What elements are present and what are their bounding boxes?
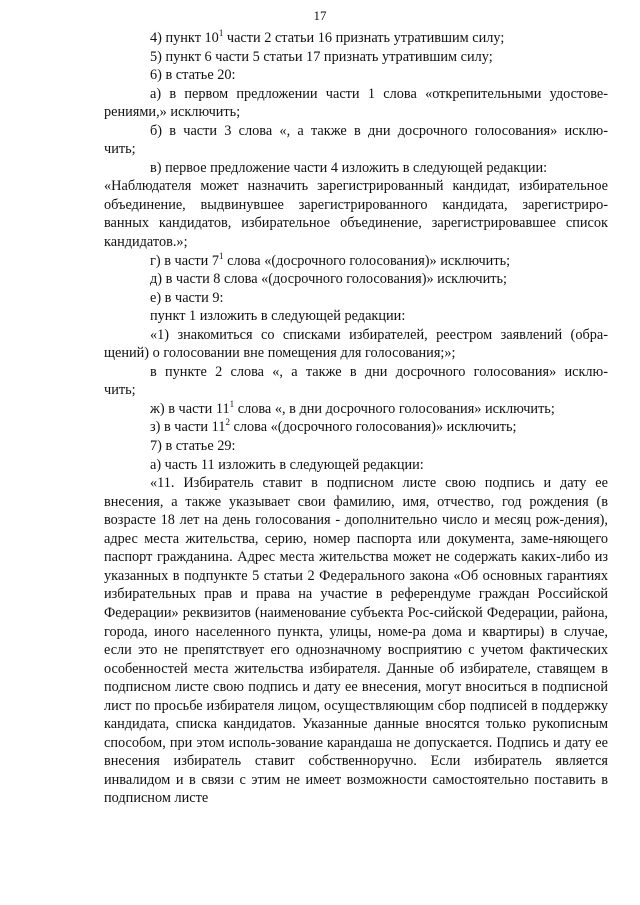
item-6z-superscript: 2 xyxy=(225,417,230,428)
paragraph-item-6v: в) первое предложение части 4 изложить в следующей редакции: xyxy=(150,159,548,176)
item-6z-text: з) в части 11 xyxy=(150,419,226,436)
paragraph-quote-observer: «Наблюдателя может назначить зарегистрированный кандидат, избирательное объединение, выдвинувшее зарегистрированного кандидата, зарегистриро-ванных кандидатов, избирательное объединение, зарегистрировавшее список кандидатов.»; xyxy=(104,178,608,251)
item-6z-text-end: слова «(досрочного голосования)» исключить; xyxy=(229,419,517,436)
paragraph-point-2-line1: в пункте 2 слова «, а также в дни досрочного голосования» исклю- xyxy=(150,363,608,380)
paragraph-item-4 xyxy=(104,29,608,48)
item-4-text: 4) пункт 10 xyxy=(150,30,219,46)
paragraph-item-6a-line1: а) в первом предложении части 1 слова «открепительными удостове- xyxy=(150,85,608,102)
item-6g-text-end: слова «(досрочного голосования)» исключить; xyxy=(223,252,511,269)
paragraph-item-6zh xyxy=(104,400,608,419)
item-6zh-text-end: слова «, в дни досрочного голосования» исключить; xyxy=(234,400,555,417)
paragraph-item-6b-line1: б) в части 3 слова «, а также в дни досрочного голосования» исклю- xyxy=(150,122,608,139)
paragraph-item-7: 7) в статье 29: xyxy=(150,438,236,455)
item-4-text-end: части 2 статьи 16 признать утратившим силу; xyxy=(223,30,505,46)
document-body xyxy=(104,29,608,808)
paragraph-quote-point-1: «1) знакомиться со списками избирателей, реестром заявлений (обра-щений) о голосовании вне помещения для голосования;»; xyxy=(104,326,608,362)
item-4-superscript: 1 xyxy=(218,28,224,39)
item-6g-superscript: 1 xyxy=(219,250,224,261)
paragraph-item-6g xyxy=(104,252,608,271)
paragraph-item-5: 5) пункт 6 части 5 статьи 17 признать утратившим силу; xyxy=(150,48,493,65)
item-6zh-superscript: 1 xyxy=(229,399,235,410)
item-6g-text: г) в части 7 xyxy=(150,252,220,269)
paragraph-item-6e: е) в части 9: xyxy=(150,289,224,306)
paragraph-item-6z xyxy=(104,418,608,437)
page-number: 17 xyxy=(313,8,327,23)
item-6zh-text: ж) в части 11 xyxy=(150,400,230,417)
paragraph-item-6: 6) в статье 20: xyxy=(150,67,236,84)
paragraph-item-7a: а) часть 11 изложить в следующей редакции: xyxy=(150,456,424,473)
paragraph-item-6a-line2: рениями,» исключить; xyxy=(104,104,241,121)
paragraph-point-1: пункт 1 изложить в следующей редакции: xyxy=(150,308,406,325)
paragraph-quote-part-11: «11. Избиратель ставит в подписном листе свою подпись и дату ее внесения, а также указывает свои фамилию, имя, отчество, год рождения (в возрасте 18 лет на день голосования - дополнительно число и месяц рож-дения), адрес места жительства, серию, номер паспорта или документа, заме-няющего паспорт гражданина. Адрес места жительства может не содержать каких-либо из указанных в подпункте 5 статьи 2 Федерального закона «Об основных гарантиях избирательных прав и права на участие в референдуме граждан Российской Федерации» реквизитов (наименование субъекта Рос-сийской Федерации, района, города, иного населенного пункта, улицы, номе-ра дома и квартиры) в случае, если это не препятствует его однозначному восприятию с учетом фактических особенностей места жительства избирателя. Данные об избирателе, ставящем в подписном листе свою подпись и дату ее внесения, могут вноситься в подписной лист по просьбе избирателя лицом, осуществляющим сбор подписей в поддержку кандидата, списка кандидатов. Указанные данные вносятся только рукописным способом, при этом исполь-зование карандаша не допускается. Подпись и дату ее внесения избиратель ставит собственноручно. Если избиратель является инвалидом и в связи с этим не имеет возможности самостоятельно поставить в подписном листе xyxy=(104,475,608,807)
paragraph-point-2-line2: чить; xyxy=(104,382,136,399)
paragraph-item-6b-line2: чить; xyxy=(104,141,136,158)
paragraph-item-6d: д) в части 8 слова «(досрочного голосования)» исключить; xyxy=(150,271,507,288)
